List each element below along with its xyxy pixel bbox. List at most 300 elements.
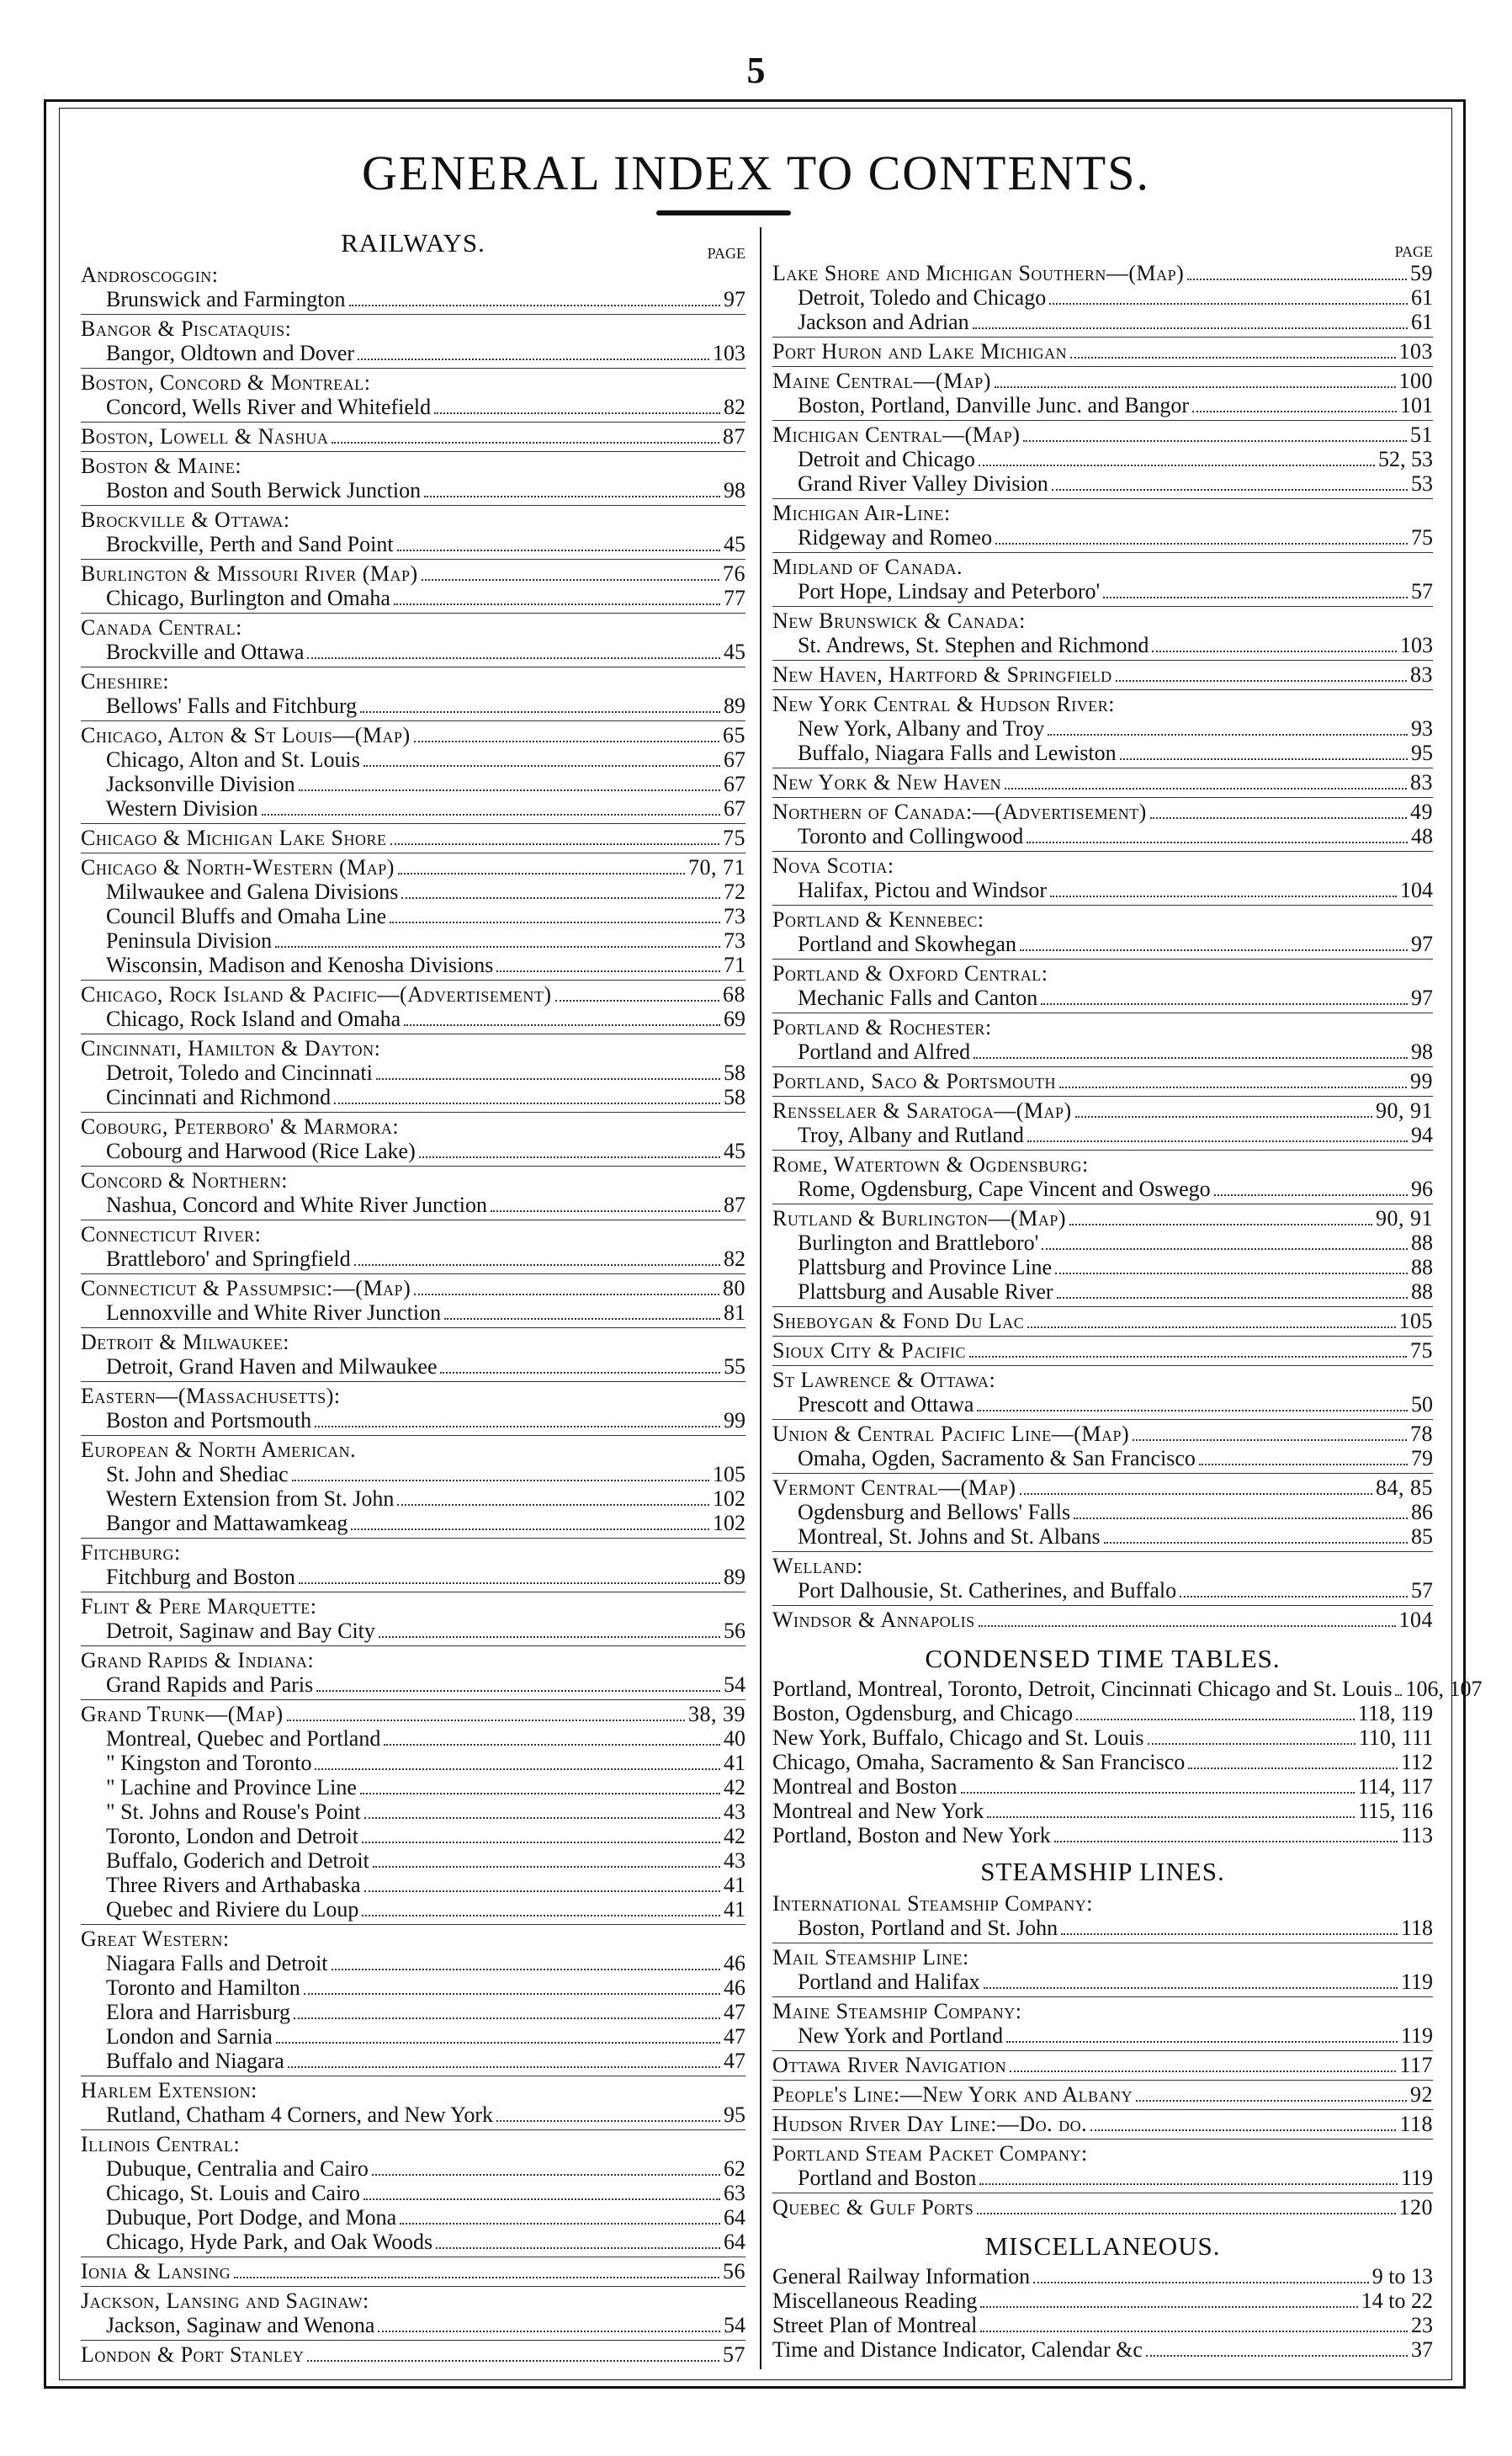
entry-text: Ogdensburg and Bellows' Falls (798, 1500, 1071, 1524)
entry-text: London & Port Stanley (81, 2342, 305, 2367)
page-ref: 61 (1411, 285, 1433, 310)
page-ref: 58 (724, 1085, 745, 1109)
page-ref: 57 (723, 2342, 745, 2367)
index-entry (772, 798, 1433, 852)
entry-line (772, 1524, 1433, 1549)
leader-dots (372, 2174, 720, 2176)
leader-dots (315, 1768, 720, 1770)
page-ref: 106, 107 (1405, 1677, 1483, 1701)
page-ref: 105 (1398, 1309, 1433, 1333)
entry-heading (81, 1114, 745, 1139)
entry-line (772, 2264, 1433, 2289)
leader-dots (404, 1024, 720, 1026)
entry-heading (81, 424, 745, 449)
entry-line (772, 2289, 1433, 2313)
entry-heading (772, 1475, 1433, 1500)
railway-index-left (81, 261, 745, 2369)
leader-dots (1033, 2282, 1369, 2283)
page-ref: 84, 85 (1376, 1475, 1433, 1500)
entry-heading (772, 2053, 1433, 2077)
index-entry (81, 1328, 745, 1382)
page-ref: 99 (724, 1408, 745, 1433)
entry-text: Portland, Montreal, Toronto, Detroit, Cincinnati Chicago and St. Louis (772, 1677, 1393, 1701)
page-ref: 82 (724, 1247, 745, 1271)
leader-dots (1069, 1224, 1372, 1225)
leader-dots (262, 814, 720, 816)
page-ref: 56 (723, 2259, 745, 2283)
page-ref: 70, 71 (688, 855, 745, 880)
railway-index-right (772, 259, 1433, 1635)
entry-line (81, 1565, 745, 1589)
leader-dots (1050, 896, 1397, 897)
entry-text: Montreal and New York (772, 1799, 984, 1823)
entry-text: Nashua, Concord and White River Junction (106, 1193, 487, 1217)
page-ref: 101 (1400, 393, 1433, 417)
index-entry (81, 721, 745, 824)
index-entry (772, 1997, 1433, 2051)
leader-dots (979, 2183, 1398, 2185)
index-entry (81, 506, 745, 560)
leader-dots (1133, 1439, 1407, 1441)
page-ref: 81 (724, 1300, 745, 1325)
page-ref: 95 (1411, 741, 1433, 765)
entry-heading (81, 316, 745, 341)
entry-text: Rome, Watertown & Ogdensburg: (772, 1152, 1089, 1177)
index-entry (81, 2130, 745, 2257)
page-ref: 95 (724, 2102, 745, 2127)
entry-line (772, 2023, 1433, 2048)
leader-dots (287, 1720, 685, 1721)
entry-line (772, 471, 1433, 496)
leader-dots (390, 922, 720, 923)
entry-text: General Railway Information (772, 2264, 1031, 2289)
page-ref: 71 (724, 953, 745, 977)
leader-dots (1006, 2041, 1398, 2043)
index-entry (81, 981, 745, 1034)
index-entry (772, 367, 1433, 421)
entry-text: Burlington and Brattleboro' (798, 1231, 1039, 1255)
entry-text: Rensselaer & Saratoga—(Map) (772, 1098, 1072, 1123)
entry-text: Quebec and Riviere du Loup (106, 1897, 359, 1922)
entry-text: Time and Distance Indicator, Calendar &c (772, 2337, 1143, 2362)
page-ref: 98 (724, 478, 745, 502)
leader-dots (307, 657, 720, 659)
page-ref: 46 (724, 1951, 745, 1975)
leader-dots (1395, 1694, 1402, 1696)
entry-text: International Steamship Company: (772, 1891, 1094, 1916)
entry-heading (772, 2195, 1433, 2219)
entry-text: Boston, Portland and St. John (798, 1916, 1058, 1940)
entry-line (772, 2337, 1433, 2362)
entry-line (81, 478, 745, 502)
page-ref: 48 (1411, 824, 1433, 848)
leader-dots (378, 2331, 720, 2332)
leader-dots (1054, 1841, 1398, 1842)
page-ref: 37 (1411, 2337, 1433, 2362)
entry-text: Western Extension from St. John (106, 1486, 395, 1511)
entry-line (81, 1897, 745, 1922)
index-entry (772, 906, 1433, 960)
leader-dots (974, 1057, 1408, 1059)
page-ref: 56 (724, 1619, 745, 1643)
page-ref: 41 (724, 1751, 745, 1775)
page-ref: 85 (1411, 1524, 1433, 1549)
page-number: 5 (746, 50, 766, 91)
miscellaneous-heading: MISCELLANEOUS. (984, 2231, 1221, 2261)
page-ref: 96 (1411, 1177, 1433, 1201)
entry-heading (81, 1540, 745, 1565)
entry-text: Plattsburg and Ausable River (798, 1279, 1053, 1304)
page-ref: 73 (724, 928, 745, 953)
entry-line (772, 824, 1433, 848)
page-ref: 72 (724, 880, 745, 904)
entry-line (81, 2156, 745, 2181)
entry-text: Omaha, Ogden, Sacramento & San Francisco (798, 1446, 1196, 1470)
entry-line (81, 772, 745, 796)
page-ref: 87 (723, 424, 745, 449)
index-entry (81, 1539, 745, 1592)
index-entry (772, 1097, 1433, 1151)
page-ref: 47 (724, 2024, 745, 2049)
leader-dots (332, 442, 719, 444)
leader-dots (1070, 357, 1395, 359)
entry-text: Boston, Concord & Montreal: (81, 370, 371, 395)
page-ref: 43 (724, 1799, 745, 1824)
entry-text: Nova Scotia: (772, 853, 894, 878)
leader-dots (364, 1817, 720, 1819)
leader-dots (987, 1816, 1355, 1818)
page-ref: 14 to 22 (1361, 2289, 1433, 2313)
entry-heading (772, 1152, 1433, 1177)
leader-dots (1020, 949, 1408, 951)
entry-heading (81, 2132, 745, 2156)
entry-text: Niagara Falls and Detroit (106, 1951, 328, 1975)
entry-heading (772, 907, 1433, 932)
condensed-time-tables-heading: CONDENSED TIME TABLES. (925, 1644, 1281, 1673)
entry-text: Portland Steam Packet Company: (772, 2141, 1088, 2166)
entry-line (81, 1799, 745, 1824)
entry-line (81, 2000, 745, 2024)
entry-text: Concord, Wells River and Whitefield (106, 395, 432, 419)
entry-text: Chicago, Rock Island & Pacific—(Advertisement) (81, 982, 552, 1007)
leader-dots (1075, 1116, 1372, 1118)
leader-dots (1061, 1933, 1398, 1935)
index-entry (772, 421, 1433, 499)
page-ref: 80 (723, 1276, 745, 1300)
entry-line (772, 1677, 1483, 1701)
entry-line (772, 986, 1433, 1010)
entry-text: Buffalo, Niagara Falls and Lewiston (798, 741, 1117, 765)
entry-line (81, 1193, 745, 1217)
entry-text: New York and Portland (798, 2023, 1004, 2048)
page-ref: 104 (1398, 1608, 1433, 1632)
page-ref: 118 (1400, 1916, 1433, 1940)
entry-heading (772, 339, 1433, 364)
index-entry (81, 1167, 745, 1220)
entry-line (81, 880, 745, 904)
entry-heading (81, 454, 745, 478)
index-entry (81, 853, 745, 981)
leader-dots (275, 946, 720, 948)
entry-text: New York, Buffalo, Chicago and St. Louis (772, 1725, 1144, 1750)
leader-dots (444, 1318, 720, 1320)
leader-dots (360, 1793, 720, 1794)
leader-dots (973, 327, 1408, 329)
leader-dots (979, 465, 1375, 466)
entry-text: Detroit, Toledo and Chicago (798, 285, 1047, 310)
index-entry (772, 338, 1433, 367)
page-ref: 87 (724, 1193, 745, 1217)
leader-dots (1188, 1768, 1398, 1769)
leader-dots (1214, 1194, 1408, 1196)
leader-dots (1023, 440, 1407, 442)
entry-heading (772, 1891, 1433, 1916)
entry-text: Maine Central—(Map) (772, 369, 991, 393)
leader-dots (299, 1582, 720, 1584)
page-ref: 98 (1411, 1039, 1433, 1064)
entry-text: Sioux City & Pacific (772, 1338, 966, 1363)
page-ref: 79 (1411, 1446, 1433, 1470)
entry-heading (772, 1069, 1433, 1093)
page-ref: 62 (724, 2156, 745, 2181)
page-ref: 117 (1399, 2053, 1433, 2077)
page-ref: 53 (1411, 471, 1433, 496)
leader-dots (401, 897, 720, 899)
index-entry (772, 1204, 1433, 1307)
entry-line (81, 1848, 745, 1873)
index-entry (81, 452, 745, 506)
leader-dots (397, 550, 720, 551)
entry-text: Portland and Boston (798, 2166, 977, 2190)
entry-line (81, 1354, 745, 1379)
page-ref: 90, 91 (1376, 1206, 1433, 1231)
page-ref: 69 (724, 1007, 745, 1031)
index-entry (81, 1925, 745, 2076)
leader-dots (1057, 1297, 1408, 1299)
page-ref: 76 (723, 561, 745, 586)
entry-heading (81, 1276, 745, 1300)
entry-heading (772, 1015, 1433, 1039)
page-ref: 73 (724, 904, 745, 928)
entry-line (772, 741, 1433, 765)
entry-line (81, 395, 745, 419)
entry-heading (772, 369, 1433, 393)
entry-heading (81, 2259, 745, 2283)
page-ref: 57 (1411, 1578, 1433, 1603)
index-entry (772, 852, 1433, 906)
index-entry (81, 2287, 745, 2341)
railways-heading: RAILWAYS. (341, 228, 485, 258)
page-ref: 45 (724, 640, 745, 664)
index-entry (772, 1420, 1433, 1474)
leader-dots (1074, 1518, 1408, 1519)
entry-text: Montreal, St. Johns and St. Albans (798, 1524, 1101, 1549)
entry-text: Boston and South Berwick Junction (106, 478, 422, 502)
page-ref: 67 (724, 796, 745, 821)
index-entry (81, 1592, 745, 1646)
index-entry (81, 1220, 745, 1274)
leader-dots (1048, 734, 1408, 736)
entry-line (772, 393, 1433, 417)
index-entry (772, 1013, 1433, 1067)
entry-text: Cincinnati, Hamilton & Dayton: (81, 1036, 381, 1061)
entry-line (772, 1279, 1433, 1304)
leader-dots (334, 1103, 720, 1104)
entry-line (772, 1970, 1433, 1994)
entry-line (81, 1672, 745, 1697)
leader-dots (1010, 2071, 1396, 2072)
index-entry (772, 607, 1433, 661)
entry-heading (772, 501, 1433, 525)
entry-heading (81, 669, 745, 694)
page-ref: 92 (1410, 2082, 1433, 2107)
entry-text: Michigan Air-Line: (772, 501, 951, 525)
entry-text: Port Huron and Lake Michigan (772, 339, 1068, 364)
entry-text: Windsor & Annapolis (772, 1608, 975, 1632)
entry-line (772, 1446, 1433, 1470)
entry-heading (772, 1999, 1433, 2023)
leader-dots (307, 2360, 719, 2362)
entry-text: Cobourg and Harwood (Rice Lake) (106, 1139, 416, 1163)
entry-line (81, 904, 745, 928)
leader-dots (1042, 1248, 1408, 1250)
leader-dots (304, 1993, 720, 1995)
page-ref: 54 (724, 1672, 745, 1697)
page-ref: 63 (724, 2181, 745, 2205)
page-ref: 99 (1410, 1069, 1433, 1093)
steamship-lines-list (772, 1890, 1433, 2222)
column-divider (760, 227, 761, 2369)
entry-line (81, 1462, 745, 1486)
entry-heading (81, 1648, 745, 1672)
page-ref: 93 (1411, 716, 1433, 741)
entry-text: Portland & Oxford Central: (772, 961, 1048, 986)
leader-dots (1152, 651, 1397, 652)
title-rule (656, 210, 791, 215)
condensed-time-tables-list (772, 1677, 1483, 1847)
index-entry (772, 1606, 1433, 1635)
entry-line (772, 579, 1433, 603)
entry-text: " Lachine and Province Line (106, 1775, 357, 1799)
index-entry (772, 1366, 1433, 1420)
entry-text: Androscoggin: (81, 263, 219, 287)
index-entry (772, 2110, 1433, 2140)
entry-line (772, 1701, 1433, 1725)
entry-text: Western Division (106, 796, 258, 821)
page-ref: 43 (724, 1848, 745, 1873)
page-ref: 103 (713, 341, 745, 365)
entry-text: Wisconsin, Madison and Kenosha Divisions (106, 953, 494, 977)
entry-heading (81, 1036, 745, 1061)
entry-text: Bangor, Oldtown and Dover (106, 341, 355, 365)
page-ref: 65 (723, 723, 745, 747)
leader-dots (1146, 2355, 1408, 2357)
index-entry (772, 499, 1433, 553)
entry-line (772, 1231, 1433, 1255)
entry-text: Michigan Central—(Map) (772, 423, 1021, 447)
page-ref: 97 (724, 287, 745, 311)
entry-heading (772, 423, 1433, 447)
entry-text: Boston, Lowell & Nashua (81, 424, 329, 449)
entry-heading (772, 1098, 1433, 1123)
entry-text: Dubuque, Centralia and Cairo (106, 2156, 369, 2181)
index-entry (772, 1890, 1433, 1943)
steamship-lines-heading: STEAMSHIP LINES. (980, 1857, 1225, 1886)
entry-line (772, 1255, 1433, 1279)
entry-text: Illinois Central: (81, 2132, 241, 2156)
leader-dots (1027, 1326, 1395, 1328)
page-ref: 54 (724, 2313, 745, 2337)
entry-line (772, 716, 1433, 741)
left-column (81, 226, 745, 2369)
index-entry (81, 1436, 745, 1539)
entry-heading (772, 609, 1433, 633)
entry-text: Chicago, St. Louis and Cairo (106, 2181, 360, 2205)
page-ref: 42 (724, 1775, 745, 1799)
page-ref: 64 (724, 2205, 745, 2230)
entry-text: Rutland, Chatham 4 Corners, and New York (106, 2102, 494, 2127)
entry-line (772, 310, 1433, 334)
leader-dots (294, 2017, 720, 2019)
entry-text: Quebec & Gulf Ports (772, 2195, 974, 2219)
leader-dots (373, 1866, 720, 1868)
entry-text: Connecticut & Passumpsic:—(Map) (81, 1276, 411, 1300)
leader-dots (398, 873, 685, 874)
leader-dots (362, 1915, 720, 1916)
entry-line (81, 1061, 745, 1085)
entry-text: St. Andrews, St. Stephen and Richmond (798, 633, 1149, 657)
entry-line (81, 1408, 745, 1433)
index-entry (772, 768, 1433, 798)
entry-text: Toronto and Collingwood (798, 824, 1024, 848)
index-entry (772, 553, 1433, 607)
entry-text: Eastern—(Massachusetts): (81, 1384, 341, 1408)
leader-dots (969, 1356, 1407, 1358)
entry-text: Lake Shore and Michigan Southern—(Map) (772, 261, 1185, 285)
entry-text: Troy, Albany and Rutland (798, 1123, 1024, 1147)
entry-line (81, 796, 745, 821)
leader-dots (1180, 1596, 1408, 1597)
entry-heading (772, 800, 1433, 824)
index-entry (81, 2257, 745, 2287)
page-ref: 120 (1398, 2195, 1433, 2219)
entry-text: Portland, Boston and New York (772, 1823, 1051, 1847)
leader-dots (1104, 1542, 1408, 1544)
page-ref: 105 (713, 1462, 745, 1486)
leader-dots (332, 1969, 720, 1970)
entry-heading (772, 692, 1433, 716)
leader-dots (299, 789, 720, 791)
entry-text: Canada Central: (81, 615, 242, 640)
leader-dots (1150, 817, 1407, 819)
entry-line (81, 2230, 745, 2254)
leader-dots (1059, 1087, 1407, 1088)
page-ref: 88 (1411, 1231, 1433, 1255)
entry-line (772, 2313, 1433, 2337)
entry-heading (81, 2289, 745, 2313)
leader-dots (496, 2120, 720, 2122)
entry-text: Mail Steamship Line: (772, 1945, 969, 1970)
entry-heading (772, 1422, 1433, 1446)
entry-line (81, 1511, 745, 1535)
entry-heading (81, 615, 745, 640)
entry-line (81, 2024, 745, 2049)
entry-line (772, 285, 1433, 310)
entry-text: Boston, Portland, Danville Junc. and Bangor (798, 393, 1190, 417)
entry-text: European & North American. (81, 1438, 357, 1462)
index-entry (81, 667, 745, 721)
leader-dots (980, 2306, 1357, 2308)
